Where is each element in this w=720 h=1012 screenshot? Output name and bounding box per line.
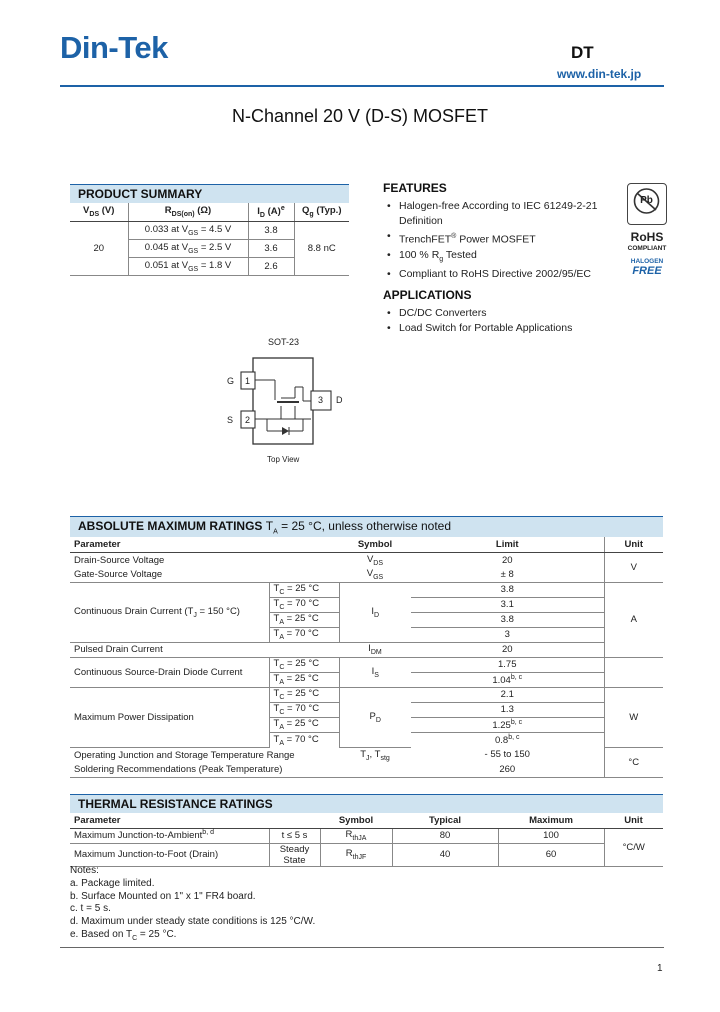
header-divider	[60, 85, 664, 87]
unit-cell: W	[604, 687, 663, 747]
symbol-cell: $P_D$	[339, 687, 411, 747]
param-cell: Continuous Drain Current ($T_J = 150$ °C)	[70, 582, 269, 642]
symbol-cell: $I_S$	[339, 657, 411, 687]
table-row	[70, 687, 663, 702]
symbol-cell: $R_{thJA}$	[320, 828, 392, 843]
table-row	[70, 567, 663, 582]
limit-cell: 20	[411, 642, 604, 657]
param-cell: Continuous Source-Drain Diode Current	[70, 657, 269, 687]
company-logo: Din-Tek	[60, 30, 168, 65]
abs-max-ratings	[70, 516, 663, 778]
table-row	[70, 582, 663, 597]
limit-cell: 3	[411, 627, 604, 642]
abs-max-table	[70, 537, 663, 778]
table-row	[70, 843, 663, 866]
cond-cell: $T_A = 25$ °C	[269, 672, 339, 687]
unit-cell: A	[604, 582, 663, 657]
abs-max-heading: ABSOLUTE MAXIMUM RATINGS $T_A = 25$ °C, unless otherwise noted	[70, 516, 663, 537]
pb-text: Pb	[640, 195, 653, 206]
list-item: • 100 % $R_g$ Tested	[383, 248, 623, 267]
cond-cell: $T_A = 25$ °C	[269, 717, 339, 732]
col-unit: Unit	[604, 813, 663, 828]
table-row	[70, 657, 663, 672]
note-a: a. Package limited.	[70, 877, 155, 889]
rds-cell: 0.051 at $V_{GS} = 1.8$ V	[128, 257, 248, 275]
page-number: 1	[657, 963, 663, 974]
typical-cell: 80	[392, 828, 498, 843]
pin-d-label: D	[336, 395, 343, 405]
param-cell: Operating Junction and Storage Temperature Range	[74, 749, 295, 761]
thermal-ratings	[70, 794, 663, 867]
list-item: • Load Switch for Portable Applications	[383, 321, 623, 336]
param-cell: Maximum Power Dissipation	[70, 687, 269, 747]
symbol-cell	[339, 762, 411, 777]
notes-section	[70, 865, 315, 946]
param-cell: Maximum Junction-to-Foot (Drain)	[70, 843, 269, 866]
table-row	[70, 642, 663, 657]
pb-free-badge	[627, 183, 667, 225]
col-parameter: Parameter	[70, 813, 320, 828]
id-cell: 3.8	[248, 221, 294, 239]
pin-2-label: 2	[245, 415, 251, 425]
id-cell: 2.6	[248, 257, 294, 275]
maximum-cell: 100	[498, 828, 604, 843]
col-limit: Limit	[411, 537, 604, 552]
limit-cell: 3.1	[411, 597, 604, 612]
limit-cell: 3.8	[411, 582, 604, 597]
table-row	[70, 552, 663, 567]
pin-1-label: 1	[245, 376, 251, 386]
pin-3-label: 3	[318, 395, 324, 405]
list-item: • DC/DC Converters	[383, 306, 623, 321]
limit-cell: 3.8	[411, 612, 604, 627]
cond-cell: $T_C = 70$ °C	[269, 597, 339, 612]
symbol-cell: $V_{DS}$	[366, 553, 384, 567]
cond-cell: $T_A = 25$ °C	[269, 612, 339, 627]
features-heading: FEATURES	[383, 181, 447, 195]
note-d: d. Maximum under steady state conditions is 125 °C/W.	[70, 916, 316, 928]
table-header-row	[70, 537, 663, 552]
qg-value: 8.8 nC	[294, 221, 349, 275]
table-header-row	[70, 203, 349, 221]
symbol-cell: $T_J$, $T_{stg}$	[360, 748, 390, 762]
cond-cell: $T_C = 25$ °C	[269, 582, 339, 597]
compliant-label: COMPLIANT	[627, 245, 667, 252]
unit-cell: °C/W	[604, 828, 663, 866]
product-summary-table	[70, 203, 349, 276]
limit-cell: ± 8	[411, 567, 604, 582]
thermal-heading: THERMAL RESISTANCE RATINGS	[70, 794, 663, 813]
note-b: b. Surface Mounted on 1" x 1" FR4 board.	[70, 890, 256, 902]
limit-cell: 1.25$^{b, c}$	[411, 717, 604, 732]
rds-cell: 0.045 at $V_{GS} = 2.5$ V	[128, 239, 248, 257]
applications-heading: APPLICATIONS	[383, 287, 472, 302]
pin-s-label: S	[227, 415, 234, 425]
col-qg: $Q_g$ (Typ.)	[294, 203, 349, 221]
part-number: DT	[571, 43, 594, 62]
limit-cell: 1.3	[411, 702, 604, 717]
free-label: FREE	[632, 265, 662, 277]
table-row	[70, 747, 663, 762]
rds-cell: 0.033 at $V_{GS} = 4.5$ V	[128, 221, 248, 239]
col-typical: Typical	[392, 813, 498, 828]
table-row	[70, 828, 663, 843]
top-view-label: Top View	[267, 455, 300, 464]
param-cell: Maximum Junction-to-Ambient$^{b, d}$	[70, 828, 269, 843]
table-header-row	[70, 813, 663, 828]
typical-cell: 40	[392, 843, 498, 866]
unit-cell: °C	[604, 747, 663, 777]
col-symbol: Symbol	[320, 813, 392, 828]
maximum-cell: 60	[498, 843, 604, 866]
cond-cell: $T_C = 70$ °C	[269, 702, 339, 717]
limit-cell: 1.75	[411, 657, 604, 672]
unit-cell: V	[604, 552, 663, 582]
id-cell: 3.6	[248, 239, 294, 257]
col-symbol: Symbol	[339, 537, 411, 552]
product-summary-heading: PRODUCT SUMMARY	[70, 184, 349, 203]
cond-cell: $T_A = 70$ °C	[269, 627, 339, 642]
halogen-label: HALOGEN	[630, 258, 664, 265]
limit-cell: 260	[411, 762, 604, 777]
param-cell: Gate-Source Voltage	[70, 567, 339, 582]
param-cell: Pulsed Drain Current	[70, 642, 339, 657]
cond-cell: Steady State	[269, 843, 320, 866]
symbol-cell: $V_{GS}$	[339, 567, 411, 582]
list-item: • Halogen-free According to IEC 61249-2-21 Definition	[383, 199, 623, 229]
list-item: • Compliant to RoHS Directive 2002/95/EC	[383, 267, 623, 282]
website-link[interactable]: www.din-tek.jp	[557, 67, 642, 81]
param-cell: Soldering Recommendations (Peak Temperature)	[70, 762, 339, 777]
thermal-table	[70, 813, 663, 867]
limit-cell: - 55 to 150	[484, 749, 530, 761]
features-list	[383, 199, 623, 282]
symbol-cell: $R_{thJF}$	[320, 843, 392, 866]
col-vds: $V_{DS}$ (V)	[70, 203, 128, 221]
features-section	[383, 181, 623, 336]
col-parameter: Parameter	[70, 537, 339, 552]
table-row	[70, 221, 349, 239]
limit-cell: 2.1	[411, 687, 604, 702]
sot23-diagram	[227, 355, 357, 455]
footer-divider	[60, 947, 664, 948]
col-rds: $R_{DS(on)}$ (Ω)	[128, 203, 248, 221]
symbol-cell: $I_{DM}$	[339, 642, 411, 657]
note-c: c. t = 5 s.	[70, 903, 111, 915]
note-e: e. Based on $T_C = 25$ °C.	[70, 928, 177, 942]
col-id: $I_D$ $(A)^e$	[248, 203, 294, 221]
applications-list	[383, 306, 623, 336]
page-title: N-Channel 20 V (D-S) MOSFET	[231, 106, 489, 126]
table-row	[70, 762, 663, 777]
limit-cell: 1.04$^{b, c}$	[411, 672, 604, 687]
cond-cell: $T_C = 25$ °C	[269, 657, 339, 672]
pin-g-label: G	[227, 376, 235, 386]
col-unit: Unit	[604, 537, 663, 552]
package-name: SOT-23	[268, 337, 300, 347]
unit-cell	[604, 657, 663, 687]
col-maximum: Maximum	[498, 813, 604, 828]
product-summary	[70, 184, 349, 276]
limit-cell: 20	[501, 554, 513, 566]
vds-value: 20	[70, 221, 128, 275]
cond-cell: t ≤ 5 s	[269, 828, 320, 843]
cond-cell: $T_C = 25$ °C	[269, 687, 339, 702]
limit-cell: 0.8$^{b, c}$	[494, 734, 520, 747]
rohs-label: RoHS	[630, 230, 664, 244]
symbol-cell: $I_D$	[339, 582, 411, 642]
package-diagram	[227, 355, 357, 455]
cond-cell: $T_A = 70$ °C	[269, 732, 339, 747]
list-item: • TrenchFET® Power MOSFET	[383, 229, 623, 248]
param-cell: Drain-Source Voltage	[74, 554, 165, 566]
notes-heading: Notes:	[70, 865, 99, 876]
